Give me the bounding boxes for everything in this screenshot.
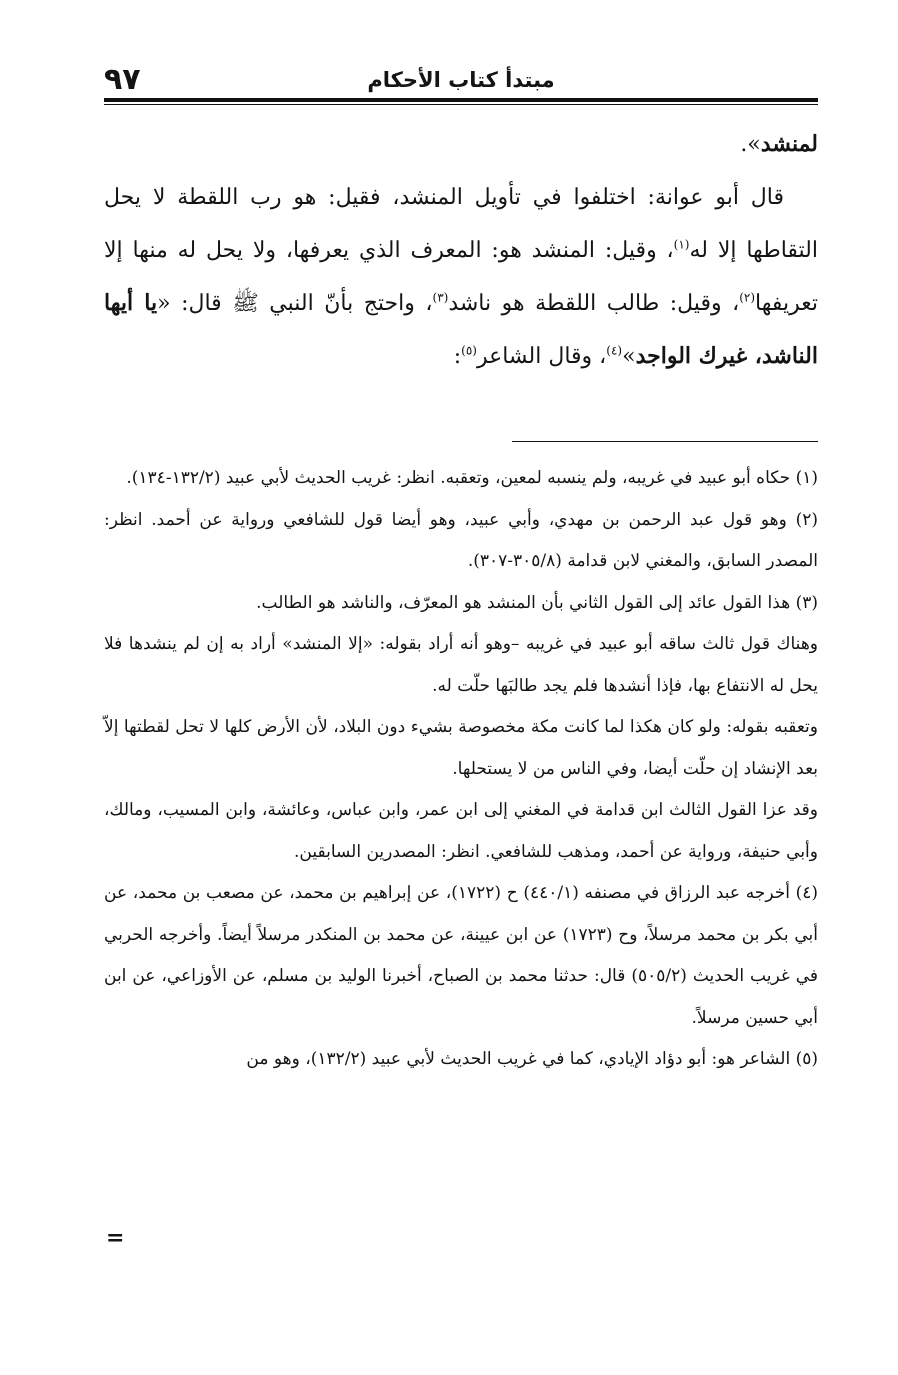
footnote-ref-2: (٢) [739, 290, 756, 305]
footnote-ref-4: (٤) [606, 343, 623, 358]
footnote-3-para-4: وقد عزا القول الثالث ابن قدامة في المغني إلى ابن عمر، وابن عباس، وعائشة، وابن المسيب، ومالك، وأبي حنيفة، ورواية عن أحمد، ومذهب للشافعي. انظر: المصدرين السابقين. [104, 800, 818, 862]
main-paragraph [104, 171, 818, 383]
continuation-mark: = [106, 1225, 125, 1251]
closing-quote: ». [740, 132, 761, 157]
footnotes [104, 458, 818, 1081]
footnote-separator [512, 441, 818, 442]
footnote-5 [104, 1039, 818, 1081]
main-line-1 [104, 118, 818, 171]
footnote-5-text: الشاعر هو: أبو دؤاد الإيادي، كما في غريب الحديث لأبي عبيد (١٣٢/٢)، وهو من [246, 1049, 791, 1069]
footnote-1-text: حكاه أبو عبيد في غريبه، ولم ينسبه لمعين، وتعقبه. انظر: غريب الحديث لأبي عبيد (١٣٢/٢-١٣٤). [126, 468, 791, 488]
footnote-1 [104, 458, 818, 500]
page-header [104, 56, 818, 96]
page-number: ٩٧ [104, 62, 141, 97]
para-part-b: ، وقيل: المنشد هو: المعرف الذي يعرفها، ولا يحل له منها إلا تعريفها [104, 238, 818, 316]
footnote-1-number: (١) [795, 468, 818, 488]
footnote-2-number: (٢) [795, 509, 818, 530]
footnote-ref-5: (٥) [461, 343, 477, 358]
footnote-4-text: أخرجه عبد الرزاق في مصنفه (٤٤٠/١) ح (١٧٢٢)، عن إبراهيم بن محمد، عن مصعب بن محمد، عن أبي بكر بن محمد مرسلاً، وح (١٧٢٣) عن ابن عيينة، عن محمد بن المنكدر مرسلاً أيضاً. وأخرجه الحربي في غريب الحديث (٥٠٥/٢) قال: حدثنا محمد بن الصباح، أخبرنا الوليد بن مسلم، عن الأوزاعي، عن ابن أبي حسين مرسلاً. [104, 883, 819, 1028]
para-part-c: ، وقيل: طالب اللقطة هو ناشد [448, 291, 740, 316]
word-lemunshid: لمنشد [760, 131, 818, 157]
footnote-4-number: (٤) [795, 883, 819, 903]
header-rule-thin [104, 104, 818, 105]
footnote-3-para-3: وتعقبه بقوله: ولو كان هكذا لما كانت مكة مخصوصة بشيء دون البلاد، لأن الأرض كلها لا تحل لقطتها إلاّ بعد الإنشاد إن حلّت أيضا، وفي الناس من لا يستحلها. [104, 717, 818, 779]
running-title: مبتدأ كتاب الأحكام [367, 68, 555, 92]
header-rule-thick [104, 98, 818, 102]
footnote-3-number: (٣) [795, 592, 818, 613]
footnote-2-text: وهو قول عبد الرحمن بن مهدي، وأبي عبيد، وهو أيضا قول للشافعي ورواية عن أحمد. انظر: المصدر السابق، والمغني لابن قدامة (٣٠٥/٨-٣٠٧). [104, 509, 818, 571]
para-part-e: ، وقال الشاعر [476, 344, 607, 369]
hadith-quote-close: » [622, 344, 636, 369]
footnote-4 [104, 873, 818, 1039]
footnote-3-para-2: وهناك قول ثالث ساقه أبو عبيد في غريبه –وهو أنه أراد بقوله: «إلا المنشد» أراد به إن لم ينشدها فلا يحل له الانتفاع بها، فإذا أنشدها فلم يجد طالبَها حلّت له. [104, 634, 818, 696]
hadith-quote: يا أيها الناشد، غيرك الواجد [104, 290, 818, 369]
footnote-ref-1: (١) [673, 237, 690, 252]
footnote-ref-3: (٣) [432, 290, 449, 305]
para-end: : [453, 344, 462, 369]
footnote-2 [104, 500, 818, 583]
main-text [104, 118, 818, 383]
footnote-5-number: (٥) [795, 1049, 818, 1069]
footnote-3-text: هذا القول عائد إلى القول الثاني بأن المنشد هو المعرّف، والناشد هو الطالب. [256, 592, 791, 613]
para-part-a: قال أبو عوانة: اختلفوا في تأويل المنشد، فقيل: هو رب اللقطة لا يحل التقاطها إلا له [104, 185, 818, 263]
footnote-3 [104, 583, 818, 874]
para-part-d: ، واحتج بأنّ النبي ﷺ قال: « [157, 291, 433, 316]
